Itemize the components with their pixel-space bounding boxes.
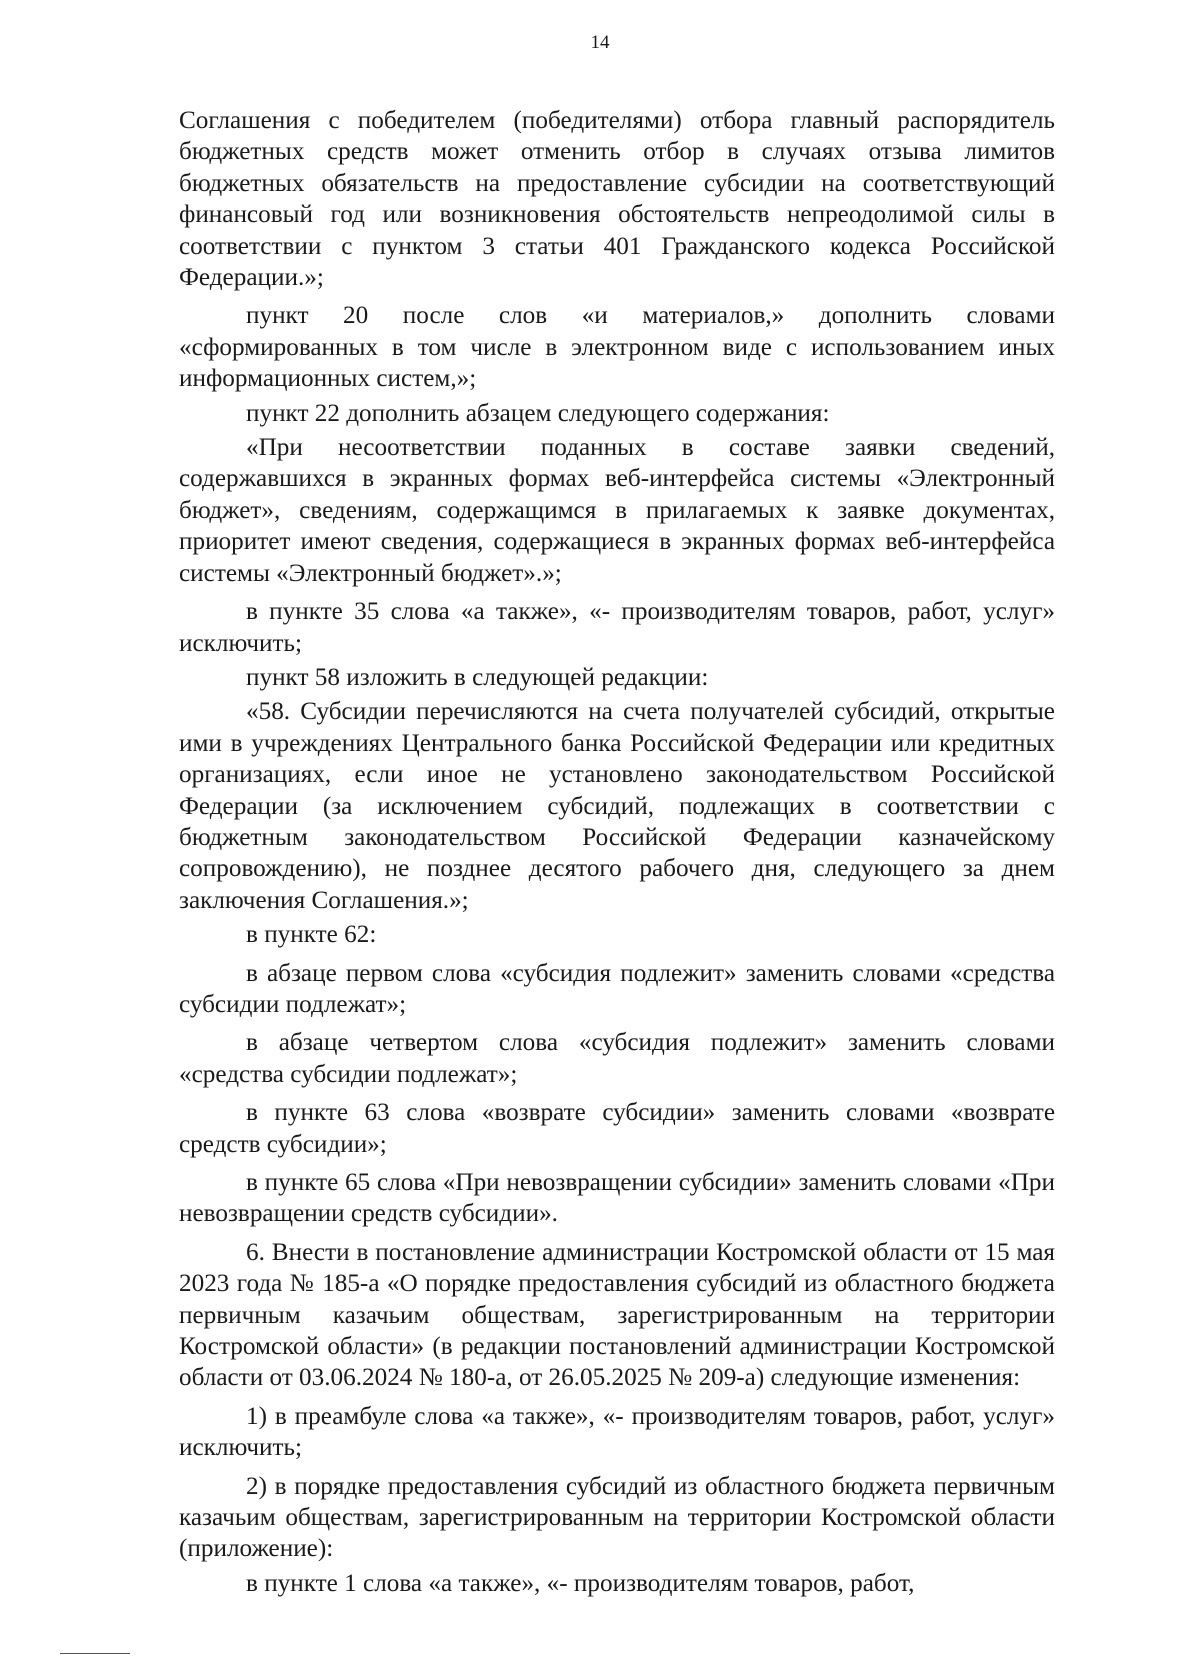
paragraph: «При несоответствии поданных в составе заявки сведений, содержавшихся в экранных формах веб-интерфейса системы «Электронный бюджет», сведениям, содержащимся в прилагаемых к заявке документах, приоритет имеют сведения, содержащиеся в экранных формах веб-интерфейса системы «Электронный бюджет».»; xyxy=(179,434,1055,587)
document-body xyxy=(179,105,1055,1599)
paragraph: в пункте 62: xyxy=(246,921,377,949)
paragraph: «58. Субсидии перечисляются на счета получателей субсидий, открытые ими в учреждениях Центрального банка Российской Федерации или кредитных организациях, если иное не установлено законодательством Российской Федерации (за исключением субсидий, подлежащих в соответствии с бюджетным законодательством Российской Федерации казначейскому сопровождению), не позднее десятого рабочего дня, следующего за днем заключения Соглашения.»; xyxy=(179,698,1055,914)
footer-rule xyxy=(60,1653,130,1654)
paragraph: в пункте 65 слова «При невозвращении субсидии» заменить словами «При невозвращении средств субсидии». xyxy=(179,1169,1055,1228)
paragraph: в абзаце четвертом слова «субсидия подлежит» заменить словами «средства субсидии подлежат»; xyxy=(179,1029,1055,1088)
paragraph: 1) в преамбуле слова «а также», «- производителям товаров, работ, услуг» исключить; xyxy=(179,1402,1055,1462)
paragraph: в пункте 63 слова «возврате субсидии» заменить словами «возврате средств субсидии»; xyxy=(179,1099,1055,1158)
paragraph: Соглашения с победителем (победителями) отбора главный распорядитель бюджетных средств может отменить отбор в случаях отзыва лимитов бюджетных обязательств на предоставление субсидии на соответствующий финансовый год или возникновения обстоятельств непреодолимой силы в соответствии с пунктом 3 статьи 401 Гражданского кодекса Российской Федерации.»; xyxy=(179,107,1055,292)
paragraph: 2) в порядке предоставления субсидий из областного бюджета первичным казачьим обществам, зарегистрированным на территории Костромской области (приложение): xyxy=(179,1472,1055,1563)
paragraph: в пункте 35 слова «а также», «- производителям товаров, работ, услуг» исключить; xyxy=(179,598,1055,657)
paragraph: 6. Внести в постановление администрации Костромской области от 15 мая 2023 года № 185-а «О порядке предоставления субсидий из областного бюджета первичным казачьим обществам, зарегистрированным на территории Костромской области» (в редакции постановлений администрации Костромской области от 03.06.2024 № 180-а, от 26.05.2025 № 209-а) следующие изменения: xyxy=(179,1238,1055,1392)
paragraph: в пункте 1 слова «а также», «- производителям товаров, работ, xyxy=(246,1569,915,1597)
paragraph: пункт 58 изложить в следующей редакции: xyxy=(246,663,709,691)
paragraph: пункт 22 дополнить абзацем следующего содержания: xyxy=(246,399,830,427)
paragraph: в абзаце первом слова «субсидия подлежит» заменить словами «средства субсидии подлежат»; xyxy=(179,959,1055,1018)
paragraph: пункт 20 после слов «и материалов,» дополнить словами «сформированных в том числе в электронном виде с использованием иных информационных систем,»; xyxy=(179,302,1055,393)
page-number: 14 xyxy=(590,32,610,53)
